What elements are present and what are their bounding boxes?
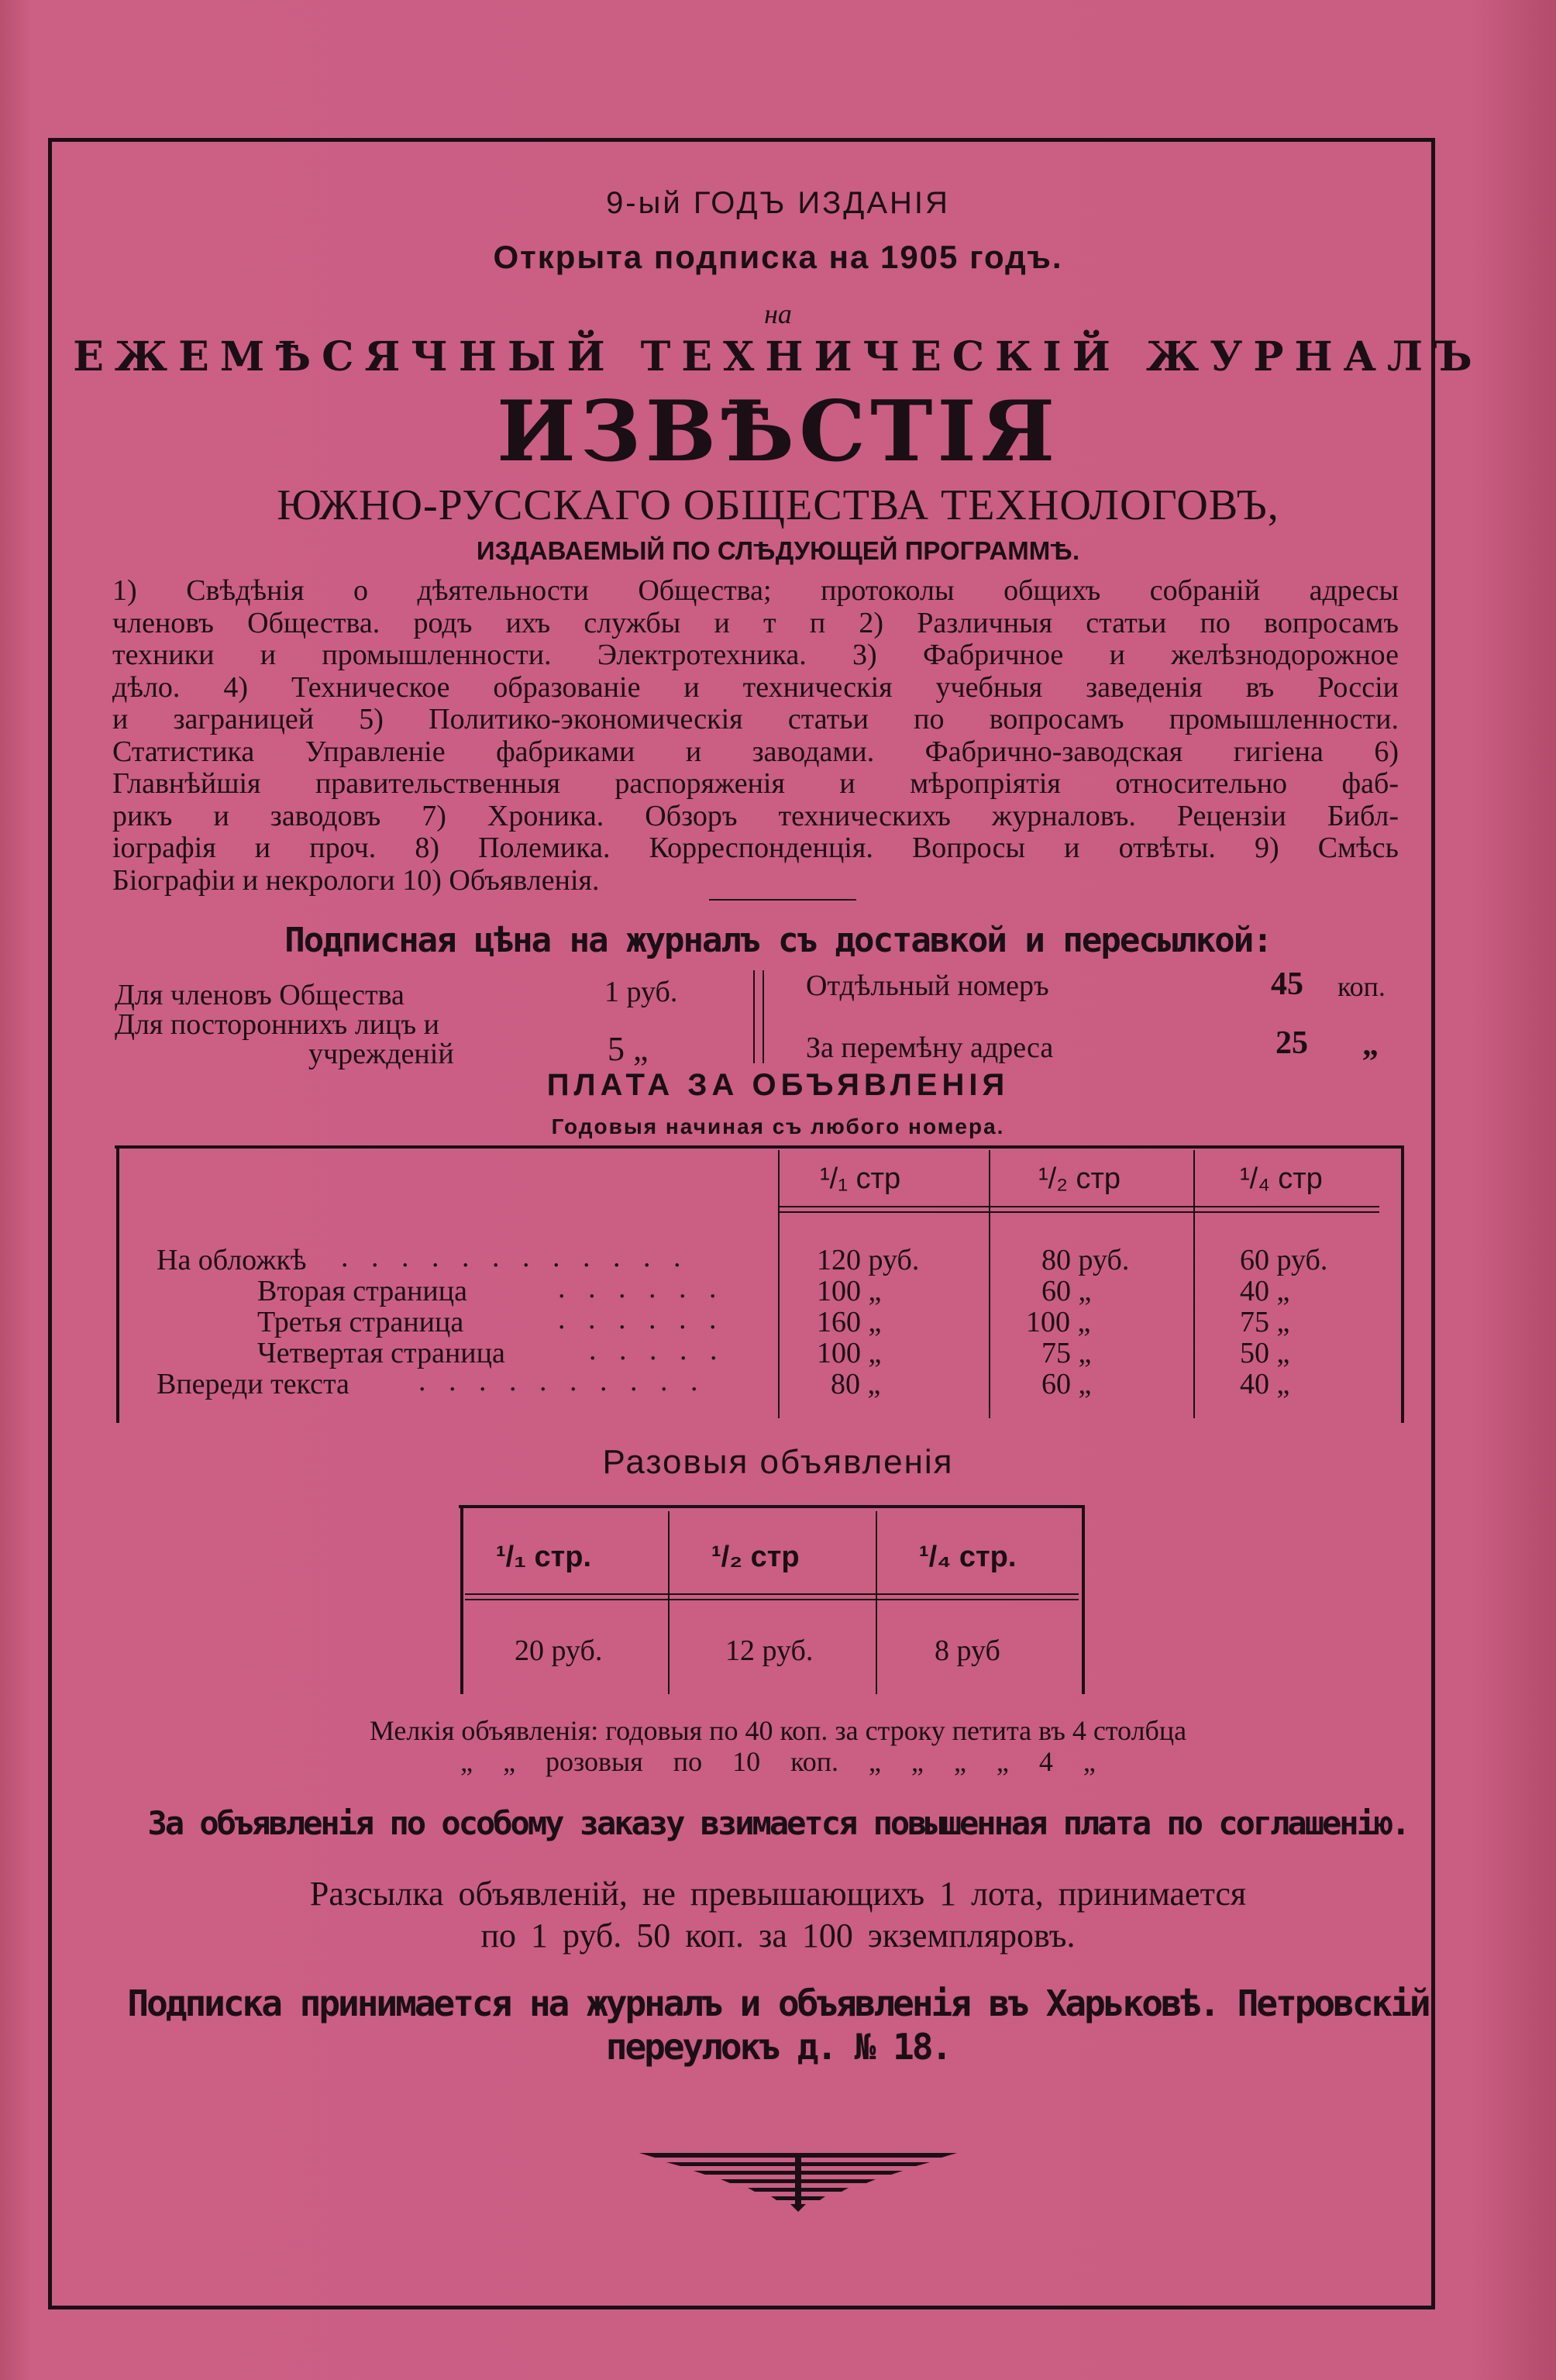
program-line: 1) Свѣдѣнія о дѣятельности Общества; протоколы общихъ собраній адресы <box>112 574 1399 607</box>
address-change-unit: „ <box>1362 1027 1379 1063</box>
leader-dots: . . . . . <box>589 1334 725 1366</box>
single-ads-col-header: ¹/₂ стр <box>711 1541 800 1573</box>
single-ads-top-rule <box>459 1505 1085 1508</box>
ads-header-rule <box>778 1206 1379 1207</box>
single-ads-col-header: ¹/₁ стр. <box>496 1541 591 1573</box>
special-order-notice: За объявленія по особому заказу взимается повышенная плата по соглашенію. <box>147 1804 1409 1842</box>
program-line: рикъ и заводовъ 7) Хроника. Обзоръ техническихъ журналовъ. Рецензіи Библ- <box>112 799 1399 832</box>
leader-dots: . . . . . . . . . . . . <box>341 1241 689 1273</box>
section-divider <box>709 899 856 901</box>
subscription-address: переулокъ д. № 18. <box>605 2026 951 2068</box>
ornament-icon <box>635 2147 961 2216</box>
program-line: Главнѣйшія правительственныя распоряженія и мѣропріятія относительно фаб- <box>112 767 1399 800</box>
ads-table-top-rule <box>115 1145 1404 1149</box>
subscription-address: Подписка принимается на журналъ и объявленія въ Харьковѣ. Петровскій <box>127 1982 1429 2024</box>
members-label: Для членовъ Общества <box>115 979 404 1011</box>
single-ads-header-rule <box>465 1593 1079 1595</box>
subscription-open-line: Открыта подписка на 1905 годъ. <box>493 239 1063 275</box>
ads-cell: 40 „ <box>1240 1275 1290 1307</box>
ads-cell: 50 „ <box>1240 1337 1290 1369</box>
members-price: 1 руб. <box>604 976 678 1008</box>
society-name: ЮЖНО-РУССКАГО ОБЩЕСТВА ТЕХНОЛОГОВЪ, <box>277 481 1279 529</box>
ads-table-right-edge <box>1401 1145 1404 1423</box>
outsiders-label-cont: учрежденій <box>308 1038 454 1070</box>
program-line: дѣло. 4) Техническое образованіе и техническія учебныя заведенія въ Россіи <box>112 670 1399 704</box>
leader-dots: . . . . . . <box>558 1272 725 1304</box>
ads-cell: 80 руб. <box>1041 1244 1130 1276</box>
ads-cell: 40 „ <box>1240 1368 1290 1400</box>
ads-row-label: Четвертая страница <box>257 1337 505 1369</box>
ads-cell: 80 „ <box>831 1368 881 1400</box>
ads-col-header: ¹/₄ стр <box>1240 1162 1323 1195</box>
ads-table-left-edge <box>116 1145 119 1423</box>
single-ads-cell: 8 руб <box>935 1634 1000 1667</box>
ads-heading: ПЛАТА ЗА ОБЪЯВЛЕНІЯ <box>546 1068 1010 1102</box>
program-line: Біографіи и некрологи 10) Объявленія. <box>112 863 600 897</box>
single-ads-left-edge <box>460 1505 463 1694</box>
single-issue-label: Отдѣльный номеръ <box>806 970 1049 1002</box>
ads-cell: 160 „ <box>817 1306 882 1338</box>
single-issue-unit: коп. <box>1337 971 1386 1002</box>
leader-dots: . . . . . . <box>558 1303 725 1335</box>
single-ads-cell: 20 руб. <box>515 1634 603 1667</box>
ads-col-divider <box>1193 1150 1195 1418</box>
single-ads-right-edge <box>1082 1505 1085 1694</box>
ads-col-divider <box>989 1150 990 1418</box>
year-line: 9-ый ГОДЪ ИЗДАНІЯ <box>606 186 950 220</box>
ads-cell: 120 руб. <box>817 1244 920 1276</box>
mailing-line: по 1 руб. 50 коп. за 100 экземпляровъ. <box>480 1917 1076 1955</box>
ads-col-header: ¹/₂ стр <box>1038 1162 1121 1195</box>
mailing-line: Разсылка объявленій, не превышающихъ 1 лота, принимается <box>309 1875 1247 1913</box>
single-ads-cell: 12 руб. <box>725 1634 814 1667</box>
single-ads-header-rule <box>465 1599 1079 1600</box>
ads-row-label: Третья страница <box>257 1306 464 1338</box>
ads-row-label: Вторая страница <box>257 1275 467 1307</box>
ads-cell: 100 „ <box>1026 1306 1091 1338</box>
ads-row-label: Впереди текста <box>157 1368 349 1400</box>
ads-cell: 75 „ <box>1240 1306 1290 1338</box>
program-line: іографія и проч. 8) Полемика. Корреспонденція. Вопросы и отвѣты. 9) Смѣсь <box>112 832 1399 864</box>
ads-cell: 75 „ <box>1041 1337 1092 1369</box>
ads-col-divider <box>778 1150 780 1418</box>
leader-dots: . . . . . . . . . . <box>418 1365 706 1397</box>
ads-cell: 60 „ <box>1041 1275 1092 1307</box>
single-ads-col-divider <box>668 1511 670 1694</box>
single-ads-heading: Разовыя объявленія <box>602 1443 954 1481</box>
ads-cell: 60 „ <box>1041 1368 1092 1400</box>
small-ads-line: Мелкія объявленія: годовыя по 40 коп. за строку петита въ 4 столбца <box>369 1715 1187 1746</box>
single-issue-price: 45 <box>1271 966 1303 1002</box>
ads-cell: 100 „ <box>817 1337 882 1369</box>
outsiders-price: 5 „ <box>608 1030 649 1068</box>
address-change-label: За перемѣну адреса <box>806 1032 1054 1064</box>
price-divider-right <box>763 970 764 1063</box>
program-line: техники и промышленности. Электротехника. 3) Фабричное и желѣзнодорожное <box>112 639 1399 671</box>
monthly-journal-line: ЕЖЕМѢСЯЧНЫЙ ТЕХНИЧЕСКІЙ ЖУРНАЛЪ <box>73 333 1483 381</box>
program-line: и заграницей 5) Политико-экономическія статьи по вопросамъ промышленности. <box>112 703 1399 735</box>
outsiders-label: Для постороннихъ лицъ и <box>115 1008 439 1041</box>
ads-col-header: ¹/₁ стр <box>820 1162 901 1195</box>
program-line: членовъ Общества. родъ ихъ службы и т п 2) Различныя статьи по вопросамъ <box>112 606 1399 639</box>
program-text <box>112 575 1399 897</box>
na-word: на <box>764 298 792 329</box>
journal-title: ИЗВѢСТІЯ <box>496 383 1060 480</box>
ads-cell: 60 руб. <box>1240 1244 1328 1276</box>
ads-cell: 100 „ <box>817 1275 882 1307</box>
small-ads-line: „ „ розовыя по 10 коп. „ „ „ „ 4 „ <box>460 1746 1096 1777</box>
ads-subheading: Годовыя начиная съ любого номера. <box>551 1114 1005 1138</box>
ads-row-label: На обложкѣ <box>157 1244 307 1276</box>
single-ads-col-divider <box>876 1511 877 1694</box>
single-ads-col-header: ¹/₄ стр. <box>919 1541 1017 1573</box>
program-line: Статистика Управленіе фабриками и заводами. Фабрично-заводская гигіена 6) <box>112 735 1399 768</box>
address-change-price: 25 <box>1275 1025 1308 1061</box>
price-heading: Подписная цѣна на журналъ съ доставкой и пересылкой: <box>284 921 1272 960</box>
price-divider-left <box>753 970 755 1063</box>
program-heading: ИЗДАВАЕМЫЙ ПО СЛѢДУЮЩЕЙ ПРОГРАММѢ. <box>476 536 1080 565</box>
ads-header-rule <box>778 1211 1379 1213</box>
